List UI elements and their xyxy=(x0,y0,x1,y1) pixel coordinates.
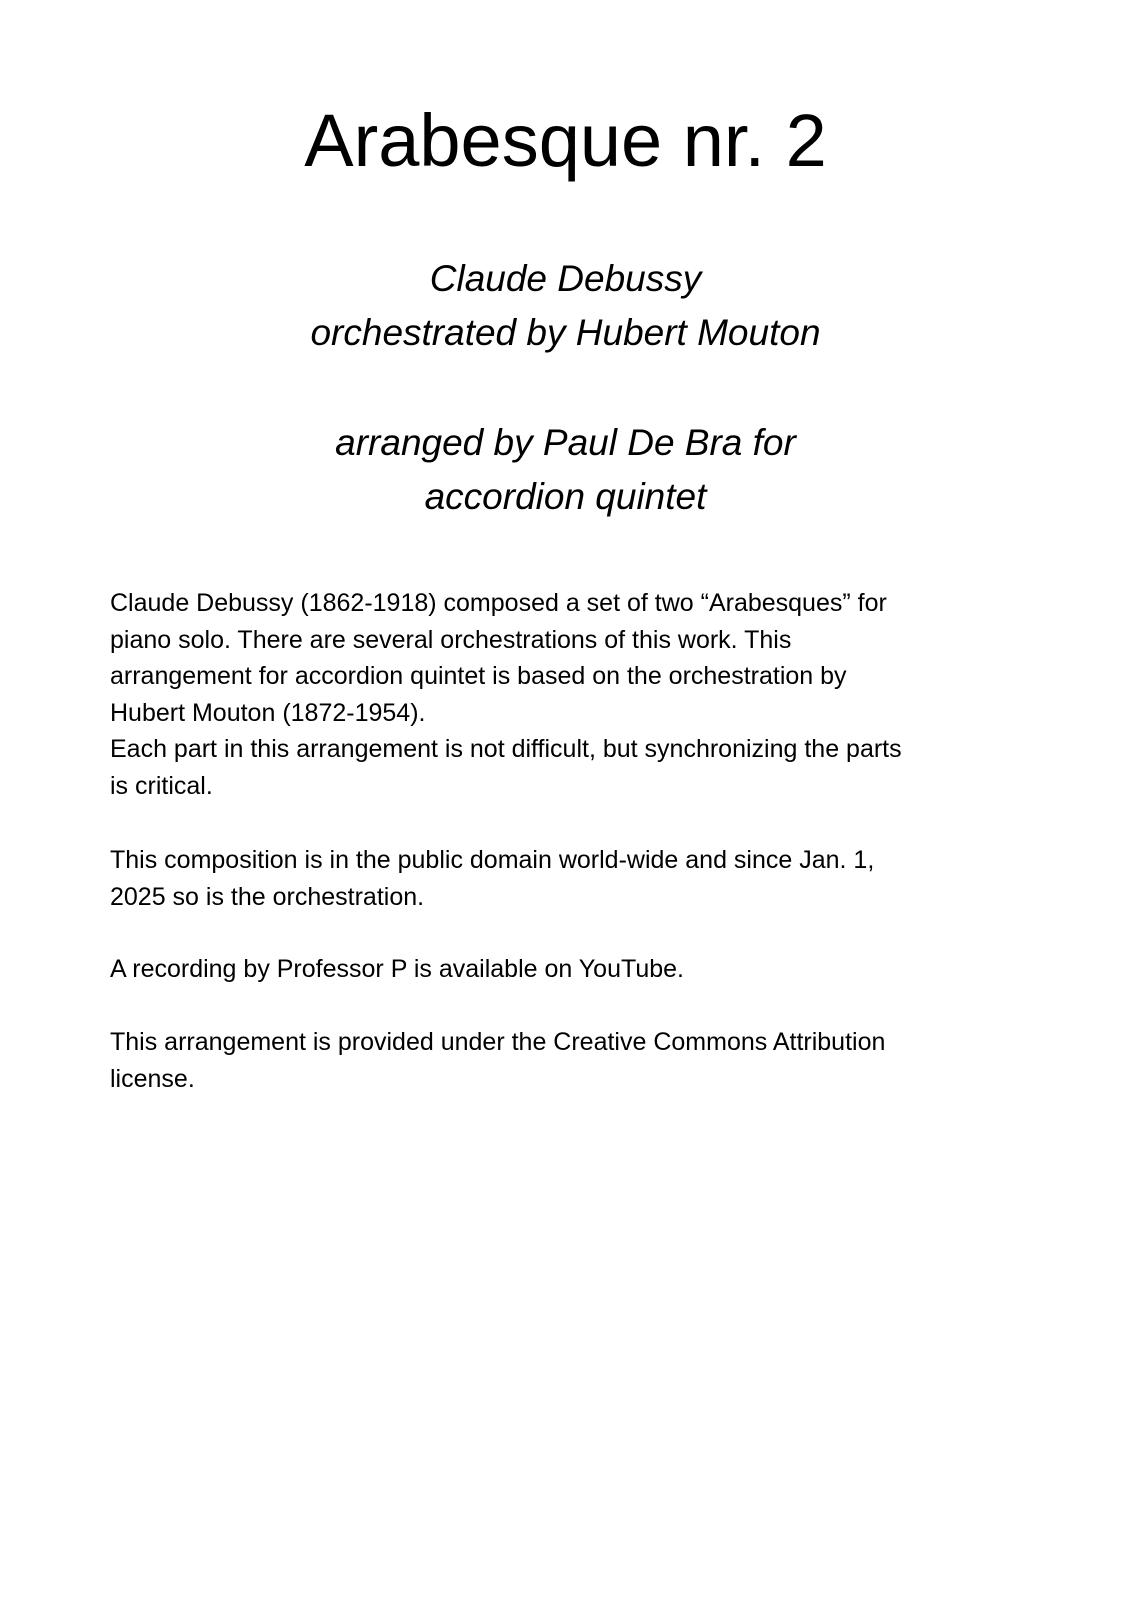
orchestrator-credit: orchestrated by Hubert Mouton xyxy=(310,312,821,353)
text-line: This composition is in the public domain world-wide and since Jan. 1, xyxy=(110,846,875,874)
composer-credit xyxy=(0,252,1131,360)
paragraph-background xyxy=(110,585,1030,804)
paragraph-public-domain xyxy=(110,842,1030,915)
paragraph-license xyxy=(110,1024,1030,1097)
text-line: 2025 so is the orchestration. xyxy=(110,882,425,911)
composer-name: Claude Debussy xyxy=(429,258,702,299)
arranger-credit xyxy=(0,416,1131,524)
paragraph-recording xyxy=(110,951,1030,988)
arranger-line-1: arranged by Paul De Bra for xyxy=(335,422,796,463)
text-line: license. xyxy=(110,1064,195,1093)
text-line: Claude Debussy (1862-1918) composed a set of two “Arabesques” for xyxy=(110,589,887,617)
text-line: A recording by Professor P is available on YouTube. xyxy=(110,955,684,983)
text-line: This arrangement is provided under the Creative Commons Attribution xyxy=(110,1028,886,1056)
text-line: piano solo. There are several orchestrations of this work. This xyxy=(110,625,792,654)
text-line: Hubert Mouton (1872-1954). xyxy=(110,698,426,727)
arranger-line-2: accordion quintet xyxy=(424,476,707,517)
text-line: arrangement for accordion quintet is based on the orchestration by xyxy=(110,662,847,690)
text-line: Each part in this arrangement is not difficult, but synchronizing the parts xyxy=(110,735,902,763)
page-title: Arabesque nr. 2 xyxy=(304,99,827,182)
text-line: is critical. xyxy=(110,771,213,800)
